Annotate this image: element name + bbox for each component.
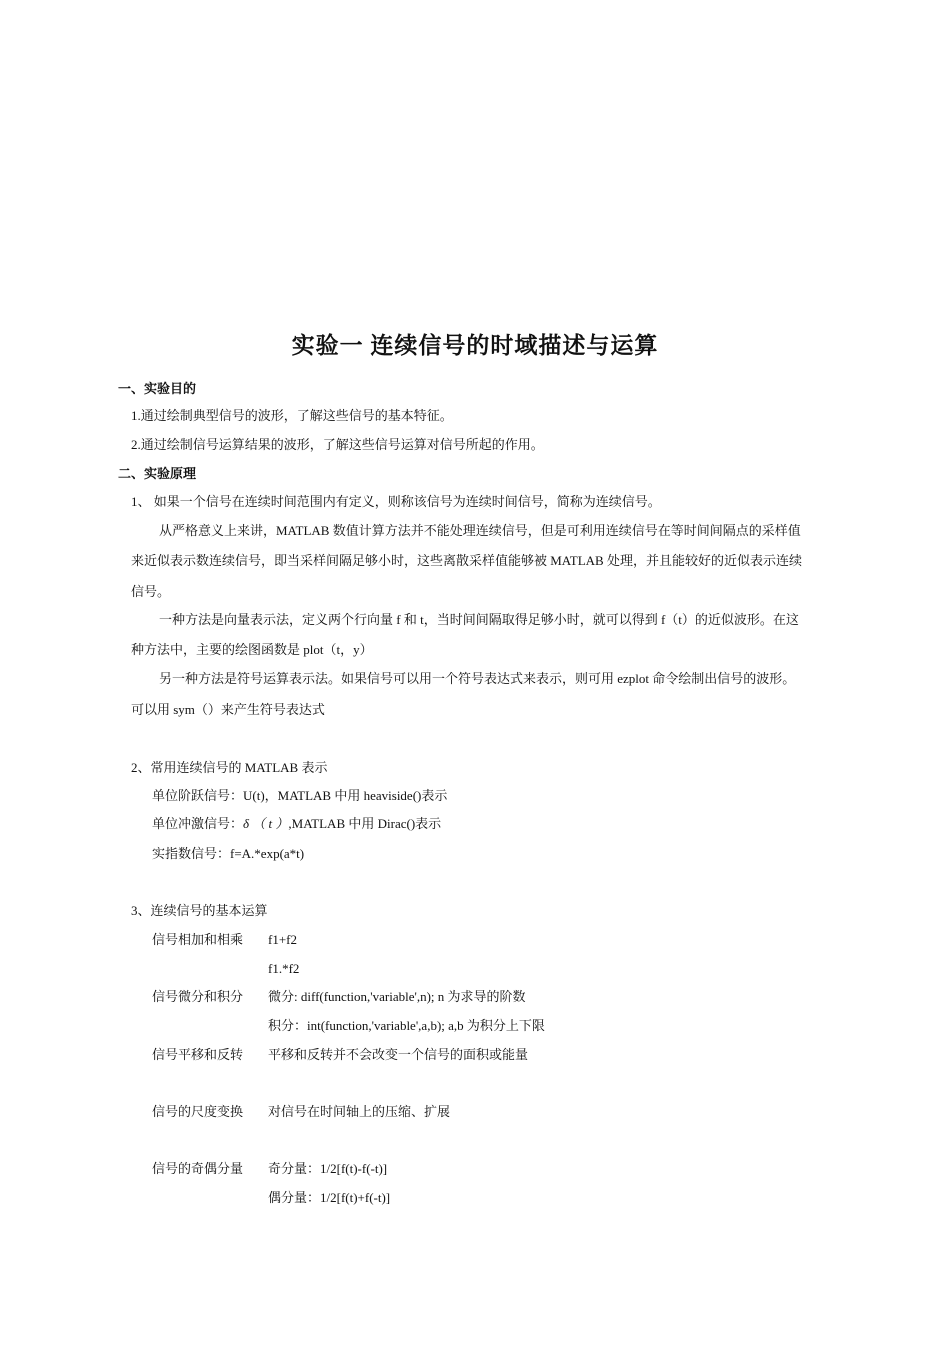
operation-value-shift-flip: 平移和反转并不会改变一个信号的面积或能量 [268,1047,529,1062]
section-2-heading: 二、实验原理 [118,466,197,481]
operation-value-diff: 微分: diff(function,'variable',n); n 为求导的阶数 [268,989,526,1004]
objective-item-2: 2.通过绘制信号运算结果的波形，了解这些信号运算对信号所起的作用。 [131,437,544,452]
principle-paragraph-3-line-2: 种方法中，主要的绘图函数是 plot（t，y） [131,642,373,657]
operation-value-add: f1+f2 [268,932,297,947]
objective-item-1: 1.通过绘制典型信号的波形，了解这些信号的基本特征。 [131,408,453,423]
operation-value-scale: 对信号在时间轴上的压缩、扩展 [268,1104,451,1119]
operation-value-even: 偶分量：1/2[f(t)+f(-t)] [268,1190,391,1205]
operation-label-scale: 信号的尺度变换 [152,1104,244,1119]
principle-paragraph-3-line-1: 一种方法是向量表示法，定义两个行向量 f 和 t，当时间间隔取得足够小时，就可以得到 f（t）的近似波形。在这 [159,612,799,627]
subsection-2-heading: 2、常用连续信号的 MATLAB 表示 [131,760,328,775]
impulse-suffix: ,MATLAB 中用 Dirac()表示 [288,816,442,831]
principle-paragraph-4-line-1: 另一种方法是符号运算表示法。如果信号可以用一个符号表达式来表示，则可用 ezplot 命令绘制出信号的波形。 [159,671,796,686]
operation-label-add-mul: 信号相加和相乘 [152,932,244,947]
section-1-heading: 一、实验目的 [118,381,197,396]
principle-paragraph-2-line-1: 从严格意义上来讲，MATLAB 数值计算方法并不能处理连续信号，但是可利用连续信号在等时间间隔点的采样值 [159,523,801,538]
operation-value-int: 积分：int(function,'variable',a,b); a,b 为积分上下限 [268,1018,545,1033]
impulse-prefix: 单位冲激信号： [152,816,244,831]
impulse-signal-line [152,814,441,834]
document-title: 实验一 连续信号的时域描述与运算 [291,333,659,358]
exp-signal-line: 实指数信号：f=A.*exp(a*t) [152,846,305,861]
impulse-symbol: δ （ t ） [243,816,289,831]
subsection-3-heading: 3、连续信号的基本运算 [131,903,268,918]
principle-paragraph-2-line-2: 来近似表示数连续信号，即当采样间隔足够小时，这些离散采样值能够被 MATLAB 处理，并且能较好的近似表示连续 [131,553,802,568]
operation-value-mul: f1.*f2 [268,961,300,976]
principle-paragraph-4-line-2: 可以用 sym（）来产生符号表达式 [131,702,325,717]
principle-paragraph-1: 1、 如果一个信号在连续时间范围内有定义，则称该信号为连续时间信号，简称为连续信号。 [131,494,661,509]
operation-label-diff-int: 信号微分和积分 [152,989,244,1004]
operation-label-odd-even: 信号的奇偶分量 [152,1161,244,1176]
principle-paragraph-2-line-3: 信号。 [131,584,171,599]
operation-value-odd: 奇分量：1/2[f(t)-f(-t)] [268,1161,388,1176]
step-signal-line: 单位阶跃信号：U(t)，MATLAB 中用 heaviside()表示 [152,788,448,803]
operation-label-shift-flip: 信号平移和反转 [152,1047,244,1062]
